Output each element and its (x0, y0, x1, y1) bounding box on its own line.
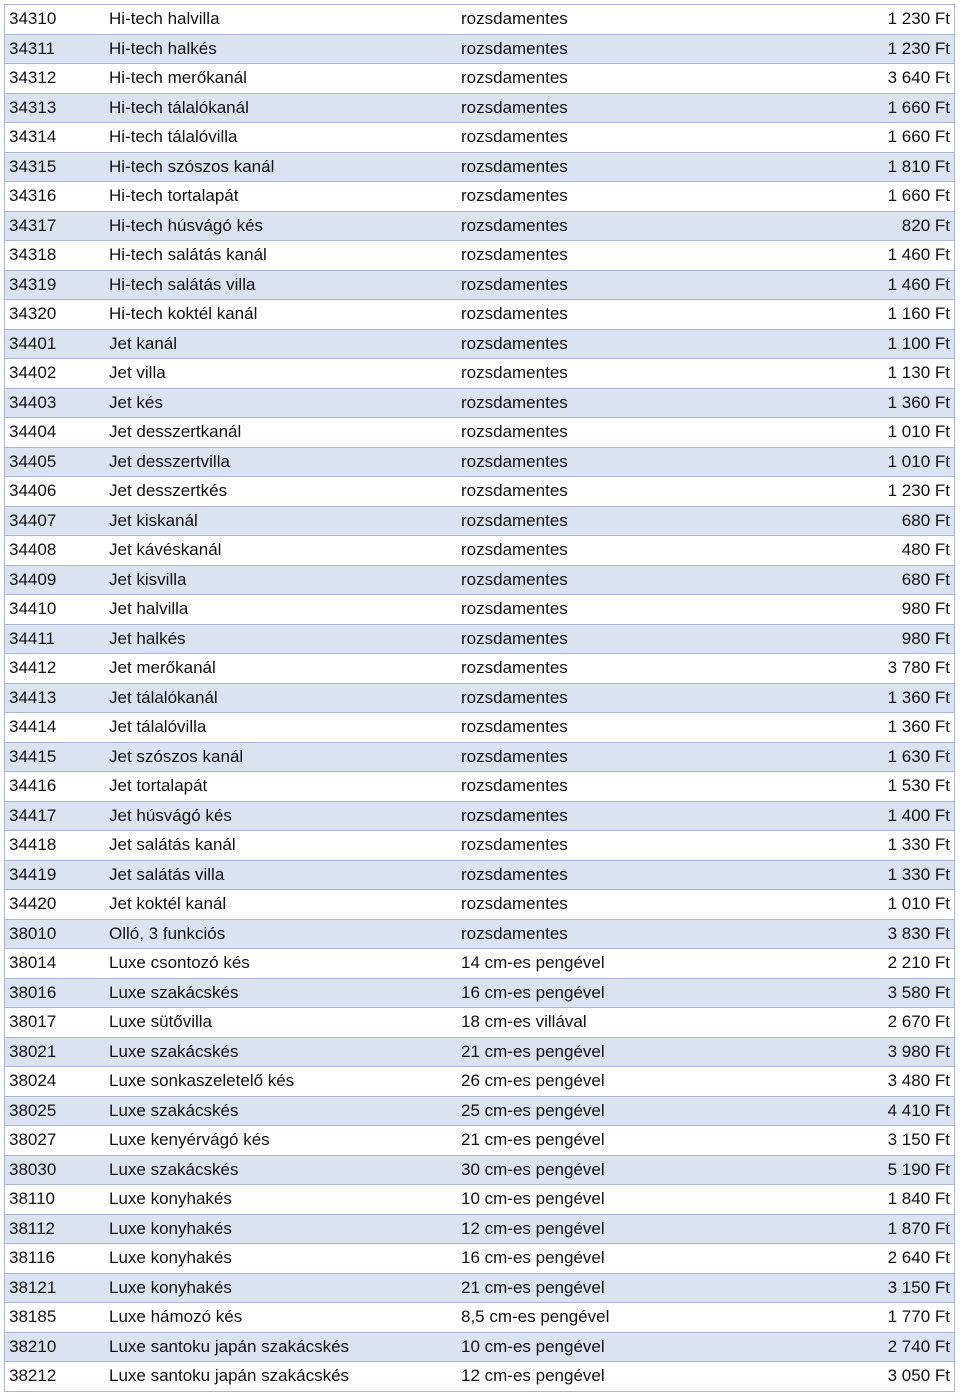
product-description-cell: rozsdamentes (457, 447, 765, 477)
product-price-cell: 1 160 Ft (765, 300, 955, 330)
product-description-cell: rozsdamentes (457, 211, 765, 241)
table-row (5, 978, 955, 1008)
table-row (5, 93, 955, 123)
product-code-cell: 34414 (5, 713, 106, 743)
product-name-cell: Jet tálalókanál (105, 683, 457, 713)
product-description-cell: rozsdamentes (457, 801, 765, 831)
product-price-cell: 1 010 Ft (765, 890, 955, 920)
product-price-cell: 3 640 Ft (765, 64, 955, 94)
product-name-cell: Luxe konyhakés (105, 1185, 457, 1215)
product-description-cell: 21 cm-es pengével (457, 1037, 765, 1067)
product-code-cell: 34407 (5, 506, 106, 536)
product-code-cell: 34408 (5, 536, 106, 566)
table-row (5, 1067, 955, 1097)
product-code-cell: 34410 (5, 595, 106, 625)
product-description-cell: rozsdamentes (457, 890, 765, 920)
table-row (5, 1008, 955, 1038)
product-name-cell: Hi-tech salátás kanál (105, 241, 457, 271)
product-price-cell: 3 050 Ft (765, 1362, 955, 1392)
product-code-cell: 34310 (5, 5, 106, 35)
table-row (5, 1096, 955, 1126)
product-price-cell: 1 770 Ft (765, 1303, 955, 1333)
table-row (5, 300, 955, 330)
product-code-cell: 38116 (5, 1244, 106, 1274)
product-price-cell: 1 660 Ft (765, 123, 955, 153)
table-row (5, 447, 955, 477)
product-price-cell: 3 150 Ft (765, 1126, 955, 1156)
product-code-cell: 34402 (5, 359, 106, 389)
product-name-cell: Jet kiskanál (105, 506, 457, 536)
product-price-cell: 1 330 Ft (765, 831, 955, 861)
product-description-cell: rozsdamentes (457, 683, 765, 713)
product-description-cell: rozsdamentes (457, 418, 765, 448)
table-row (5, 1155, 955, 1185)
product-price-cell: 1 810 Ft (765, 152, 955, 182)
product-price-cell: 3 580 Ft (765, 978, 955, 1008)
product-description-cell: rozsdamentes (457, 359, 765, 389)
product-code-cell: 34420 (5, 890, 106, 920)
table-row (5, 860, 955, 890)
product-price-cell: 1 530 Ft (765, 772, 955, 802)
product-name-cell: Jet szószos kanál (105, 742, 457, 772)
product-code-cell: 34412 (5, 654, 106, 684)
product-code-cell: 34318 (5, 241, 106, 271)
product-price-cell: 1 230 Ft (765, 477, 955, 507)
product-price-cell: 1 460 Ft (765, 270, 955, 300)
table-row (5, 506, 955, 536)
table-row (5, 182, 955, 212)
table-row (5, 683, 955, 713)
product-description-cell: 26 cm-es pengével (457, 1067, 765, 1097)
price-list-body (5, 5, 955, 1392)
product-name-cell: Jet desszertkés (105, 477, 457, 507)
product-code-cell: 34314 (5, 123, 106, 153)
product-name-cell: Luxe csontozó kés (105, 949, 457, 979)
product-description-cell: rozsdamentes (457, 5, 765, 35)
product-price-cell: 5 190 Ft (765, 1155, 955, 1185)
product-code-cell: 38027 (5, 1126, 106, 1156)
product-price-cell: 2 740 Ft (765, 1332, 955, 1362)
product-price-cell: 3 480 Ft (765, 1067, 955, 1097)
product-code-cell: 34416 (5, 772, 106, 802)
product-name-cell: Luxe konyhakés (105, 1273, 457, 1303)
product-name-cell: Jet merőkanál (105, 654, 457, 684)
product-price-cell: 3 830 Ft (765, 919, 955, 949)
product-name-cell: Hi-tech húsvágó kés (105, 211, 457, 241)
table-row (5, 329, 955, 359)
product-name-cell: Jet tálalóvilla (105, 713, 457, 743)
product-description-cell: rozsdamentes (457, 329, 765, 359)
product-price-cell: 1 360 Ft (765, 713, 955, 743)
product-code-cell: 34418 (5, 831, 106, 861)
product-name-cell: Hi-tech szószos kanál (105, 152, 457, 182)
price-list-table-wrapper (4, 4, 955, 1392)
table-row (5, 742, 955, 772)
product-price-cell: 480 Ft (765, 536, 955, 566)
product-description-cell: rozsdamentes (457, 595, 765, 625)
product-code-cell: 38185 (5, 1303, 106, 1333)
product-name-cell: Luxe santoku japán szakácskés (105, 1332, 457, 1362)
product-description-cell: rozsdamentes (457, 64, 765, 94)
table-row (5, 1362, 955, 1392)
table-row (5, 477, 955, 507)
table-row (5, 359, 955, 389)
product-name-cell: Luxe szakácskés (105, 1155, 457, 1185)
product-description-cell: 21 cm-es pengével (457, 1273, 765, 1303)
product-code-cell: 38016 (5, 978, 106, 1008)
product-price-cell: 1 130 Ft (765, 359, 955, 389)
product-name-cell: Olló, 3 funkciós (105, 919, 457, 949)
product-description-cell: rozsdamentes (457, 772, 765, 802)
product-price-cell: 1 330 Ft (765, 860, 955, 890)
product-code-cell: 38210 (5, 1332, 106, 1362)
product-description-cell: rozsdamentes (457, 152, 765, 182)
product-name-cell: Hi-tech halvilla (105, 5, 457, 35)
product-code-cell: 34411 (5, 624, 106, 654)
product-price-cell: 1 010 Ft (765, 447, 955, 477)
product-name-cell: Jet kanál (105, 329, 457, 359)
product-code-cell: 34312 (5, 64, 106, 94)
table-row (5, 270, 955, 300)
table-row (5, 772, 955, 802)
table-row (5, 1126, 955, 1156)
table-row (5, 123, 955, 153)
product-price-cell: 1 400 Ft (765, 801, 955, 831)
product-code-cell: 38024 (5, 1067, 106, 1097)
product-code-cell: 34313 (5, 93, 106, 123)
table-row (5, 241, 955, 271)
product-code-cell: 34403 (5, 388, 106, 418)
product-description-cell: rozsdamentes (457, 536, 765, 566)
product-description-cell: 14 cm-es pengével (457, 949, 765, 979)
product-name-cell: Jet desszertkanál (105, 418, 457, 448)
table-row (5, 1214, 955, 1244)
product-description-cell: rozsdamentes (457, 742, 765, 772)
product-name-cell: Jet desszertvilla (105, 447, 457, 477)
product-price-cell: 980 Ft (765, 624, 955, 654)
product-code-cell: 38014 (5, 949, 106, 979)
table-row (5, 565, 955, 595)
product-description-cell: rozsdamentes (457, 831, 765, 861)
product-price-cell: 1 360 Ft (765, 388, 955, 418)
product-description-cell: 8,5 cm-es pengével (457, 1303, 765, 1333)
table-row (5, 890, 955, 920)
product-code-cell: 34415 (5, 742, 106, 772)
product-name-cell: Hi-tech tortalapát (105, 182, 457, 212)
product-description-cell: rozsdamentes (457, 270, 765, 300)
product-price-cell: 3 150 Ft (765, 1273, 955, 1303)
product-description-cell: 12 cm-es pengével (457, 1214, 765, 1244)
product-price-cell: 1 870 Ft (765, 1214, 955, 1244)
product-name-cell: Jet halvilla (105, 595, 457, 625)
product-code-cell: 34404 (5, 418, 106, 448)
table-row (5, 654, 955, 684)
table-row (5, 64, 955, 94)
product-name-cell: Hi-tech salátás villa (105, 270, 457, 300)
product-description-cell: rozsdamentes (457, 565, 765, 595)
table-row (5, 1185, 955, 1215)
table-row (5, 5, 955, 35)
product-name-cell: Jet villa (105, 359, 457, 389)
product-name-cell: Hi-tech tálalóvilla (105, 123, 457, 153)
product-code-cell: 38110 (5, 1185, 106, 1215)
table-row (5, 1303, 955, 1333)
product-price-cell: 820 Ft (765, 211, 955, 241)
table-row (5, 949, 955, 979)
product-name-cell: Luxe szakácskés (105, 1037, 457, 1067)
product-description-cell: rozsdamentes (457, 624, 765, 654)
product-name-cell: Hi-tech halkés (105, 34, 457, 64)
product-price-cell: 3 780 Ft (765, 654, 955, 684)
product-name-cell: Jet kávéskanál (105, 536, 457, 566)
product-description-cell: 21 cm-es pengével (457, 1126, 765, 1156)
product-description-cell: 10 cm-es pengével (457, 1185, 765, 1215)
product-name-cell: Hi-tech merőkanál (105, 64, 457, 94)
product-description-cell: rozsdamentes (457, 123, 765, 153)
product-description-cell: rozsdamentes (457, 919, 765, 949)
table-row (5, 801, 955, 831)
product-name-cell: Jet salátás villa (105, 860, 457, 890)
table-row (5, 919, 955, 949)
product-code-cell: 34409 (5, 565, 106, 595)
product-name-cell: Luxe sonkaszeletelő kés (105, 1067, 457, 1097)
table-row (5, 1037, 955, 1067)
table-row (5, 211, 955, 241)
table-row (5, 388, 955, 418)
product-description-cell: rozsdamentes (457, 300, 765, 330)
product-description-cell: 25 cm-es pengével (457, 1096, 765, 1126)
table-row (5, 1332, 955, 1362)
product-code-cell: 38121 (5, 1273, 106, 1303)
product-description-cell: 10 cm-es pengével (457, 1332, 765, 1362)
product-description-cell: rozsdamentes (457, 506, 765, 536)
product-code-cell: 34316 (5, 182, 106, 212)
table-row (5, 595, 955, 625)
product-name-cell: Luxe szakácskés (105, 978, 457, 1008)
price-list-table (4, 4, 955, 1392)
product-price-cell: 680 Ft (765, 565, 955, 595)
product-description-cell: 12 cm-es pengével (457, 1362, 765, 1392)
table-row (5, 34, 955, 64)
product-price-cell: 980 Ft (765, 595, 955, 625)
product-name-cell: Hi-tech tálalókanál (105, 93, 457, 123)
product-price-cell: 1 100 Ft (765, 329, 955, 359)
product-price-cell: 680 Ft (765, 506, 955, 536)
product-code-cell: 38112 (5, 1214, 106, 1244)
product-name-cell: Hi-tech koktél kanál (105, 300, 457, 330)
product-description-cell: 16 cm-es pengével (457, 1244, 765, 1274)
table-row (5, 831, 955, 861)
product-name-cell: Luxe konyhakés (105, 1214, 457, 1244)
product-price-cell: 1 460 Ft (765, 241, 955, 271)
table-row (5, 624, 955, 654)
product-price-cell: 2 640 Ft (765, 1244, 955, 1274)
table-row (5, 536, 955, 566)
product-code-cell: 34311 (5, 34, 106, 64)
product-name-cell: Jet halkés (105, 624, 457, 654)
product-name-cell: Luxe sütővilla (105, 1008, 457, 1038)
product-code-cell: 34405 (5, 447, 106, 477)
product-name-cell: Jet kés (105, 388, 457, 418)
table-row (5, 152, 955, 182)
product-code-cell: 34315 (5, 152, 106, 182)
product-description-cell: rozsdamentes (457, 182, 765, 212)
product-price-cell: 4 410 Ft (765, 1096, 955, 1126)
product-price-cell: 2 210 Ft (765, 949, 955, 979)
product-code-cell: 34319 (5, 270, 106, 300)
product-code-cell: 38030 (5, 1155, 106, 1185)
product-code-cell: 34406 (5, 477, 106, 507)
product-price-cell: 3 980 Ft (765, 1037, 955, 1067)
product-description-cell: rozsdamentes (457, 477, 765, 507)
product-name-cell: Jet kisvilla (105, 565, 457, 595)
product-price-cell: 1 660 Ft (765, 93, 955, 123)
product-name-cell: Luxe kenyérvágó kés (105, 1126, 457, 1156)
product-price-cell: 1 010 Ft (765, 418, 955, 448)
product-name-cell: Jet tortalapát (105, 772, 457, 802)
product-name-cell: Luxe konyhakés (105, 1244, 457, 1274)
product-price-cell: 2 670 Ft (765, 1008, 955, 1038)
product-code-cell: 34419 (5, 860, 106, 890)
product-code-cell: 34320 (5, 300, 106, 330)
product-description-cell: 18 cm-es villával (457, 1008, 765, 1038)
product-description-cell: rozsdamentes (457, 860, 765, 890)
product-code-cell: 38021 (5, 1037, 106, 1067)
product-price-cell: 1 360 Ft (765, 683, 955, 713)
table-row (5, 1244, 955, 1274)
product-code-cell: 34317 (5, 211, 106, 241)
product-description-cell: rozsdamentes (457, 34, 765, 64)
product-description-cell: rozsdamentes (457, 241, 765, 271)
product-description-cell: rozsdamentes (457, 388, 765, 418)
product-code-cell: 34401 (5, 329, 106, 359)
product-price-cell: 1 630 Ft (765, 742, 955, 772)
product-code-cell: 34413 (5, 683, 106, 713)
product-description-cell: rozsdamentes (457, 713, 765, 743)
product-name-cell: Jet salátás kanál (105, 831, 457, 861)
product-price-cell: 1 660 Ft (765, 182, 955, 212)
table-row (5, 713, 955, 743)
product-price-cell: 1 230 Ft (765, 5, 955, 35)
table-row (5, 1273, 955, 1303)
product-name-cell: Luxe hámozó kés (105, 1303, 457, 1333)
table-row (5, 418, 955, 448)
product-description-cell: rozsdamentes (457, 93, 765, 123)
product-code-cell: 38025 (5, 1096, 106, 1126)
product-code-cell: 34417 (5, 801, 106, 831)
product-code-cell: 38212 (5, 1362, 106, 1392)
product-code-cell: 38017 (5, 1008, 106, 1038)
product-name-cell: Jet húsvágó kés (105, 801, 457, 831)
product-description-cell: 16 cm-es pengével (457, 978, 765, 1008)
product-price-cell: 1 230 Ft (765, 34, 955, 64)
product-description-cell: rozsdamentes (457, 654, 765, 684)
product-name-cell: Luxe szakácskés (105, 1096, 457, 1126)
product-name-cell: Jet koktél kanál (105, 890, 457, 920)
product-price-cell: 1 840 Ft (765, 1185, 955, 1215)
product-code-cell: 38010 (5, 919, 106, 949)
product-name-cell: Luxe santoku japán szakácskés (105, 1362, 457, 1392)
product-description-cell: 30 cm-es pengével (457, 1155, 765, 1185)
